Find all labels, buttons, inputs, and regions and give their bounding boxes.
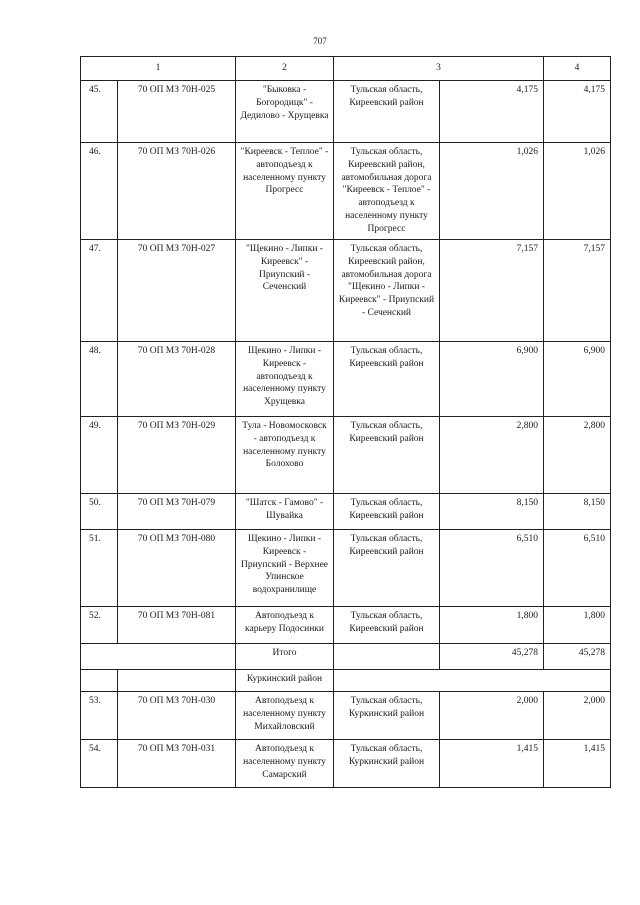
road-total: 2,000	[544, 692, 611, 740]
row-number: 47.	[81, 240, 118, 342]
road-name: Автоподъезд к населенному пункту Михайловский	[236, 692, 334, 740]
road-name: "Киреевск - Теплое" - автоподъезд к населенному пункту Прогресс	[236, 143, 334, 240]
road-name: Автоподъезд к карьеру Подосинки	[236, 607, 334, 644]
road-length: 2,800	[440, 417, 544, 494]
road-total: 8,150	[544, 494, 611, 530]
row-number: 45.	[81, 81, 118, 143]
header-col-4: 4	[544, 57, 611, 81]
road-code: 70 ОП МЗ 70Н-029	[118, 417, 236, 494]
road-name: Автоподъезд к населенному пункту Самарский	[236, 740, 334, 788]
table-row	[81, 143, 611, 240]
road-length: 7,157	[440, 240, 544, 342]
table-row	[81, 240, 611, 342]
road-location: Тульская область, Куркинский район	[334, 692, 440, 740]
row-number: 48.	[81, 342, 118, 417]
road-name: "Шатск - Гамово" - Шувайка	[236, 494, 334, 530]
road-total: 1,800	[544, 607, 611, 644]
row-number: 49.	[81, 417, 118, 494]
row-number: 52.	[81, 607, 118, 644]
road-code: 70 ОП МЗ 70Н-027	[118, 240, 236, 342]
district-name: Куркинский район	[236, 670, 334, 692]
road-code: 70 ОП МЗ 70Н-025	[118, 81, 236, 143]
road-location: Тульская область, Киреевский район	[334, 342, 440, 417]
table-row	[81, 494, 611, 530]
road-name: "Быковка - Богородицк" - Дедилово - Хрущевка	[236, 81, 334, 143]
road-total: 6,510	[544, 530, 611, 607]
header-col-1: 1	[81, 57, 236, 81]
row-number: 53.	[81, 692, 118, 740]
header-col-3: 3	[334, 57, 544, 81]
row-number: 50.	[81, 494, 118, 530]
road-code: 70 ОП МЗ 70Н-031	[118, 740, 236, 788]
road-code: 70 ОП МЗ 70Н-026	[118, 143, 236, 240]
row-number: 54.	[81, 740, 118, 788]
road-location: Тульская область, Киреевский район	[334, 81, 440, 143]
header-row	[81, 57, 611, 81]
road-code: 70 ОП МЗ 70Н-028	[118, 342, 236, 417]
road-location: Тульская область, Киреевский район	[334, 417, 440, 494]
road-location: Тульская область, Куркинский район	[334, 740, 440, 788]
table-row	[81, 692, 611, 740]
road-length: 1,026	[440, 143, 544, 240]
subtotal-row	[81, 644, 611, 670]
page-number: 707	[313, 36, 327, 46]
roads-table	[80, 56, 611, 788]
table-row	[81, 607, 611, 644]
row-number: 46.	[81, 143, 118, 240]
road-code: 70 ОП МЗ 70Н-030	[118, 692, 236, 740]
road-name: Щекино - Липки - Киреевск - Приупский - Верхнее Упинское водохранилище	[236, 530, 334, 607]
road-total: 4,175	[544, 81, 611, 143]
road-location: Тульская область, Киреевский район	[334, 530, 440, 607]
road-location: Тульская область, Киреевский район	[334, 494, 440, 530]
table-row	[81, 417, 611, 494]
road-code: 70 ОП МЗ 70Н-080	[118, 530, 236, 607]
road-code: 70 ОП МЗ 70Н-079	[118, 494, 236, 530]
district-row	[81, 670, 611, 692]
subtotal-total: 45,278	[544, 644, 611, 670]
road-total: 6,900	[544, 342, 611, 417]
road-location: Тульская область, Киреевский район	[334, 607, 440, 644]
road-length: 1,800	[440, 607, 544, 644]
road-location: Тульская область, Киреевский район, автомобильная дорога "Киреевск - Теплое" - автоподъезд к населенному пункту Прогресс	[334, 143, 440, 240]
row-number: 51.	[81, 530, 118, 607]
road-length: 6,510	[440, 530, 544, 607]
road-length: 1,415	[440, 740, 544, 788]
road-total: 1,026	[544, 143, 611, 240]
table-row	[81, 81, 611, 143]
road-length: 2,000	[440, 692, 544, 740]
road-total: 2,800	[544, 417, 611, 494]
road-name: Тула - Новомосковск - автоподъезд к населенному пункту Болохово	[236, 417, 334, 494]
road-length: 8,150	[440, 494, 544, 530]
road-total: 7,157	[544, 240, 611, 342]
subtotal-label: Итого	[236, 644, 334, 670]
road-code: 70 ОП МЗ 70Н-081	[118, 607, 236, 644]
subtotal-length: 45,278	[440, 644, 544, 670]
road-name: Щекино - Липки - Киреевск - автоподъезд к населенному пункту Хрущевка	[236, 342, 334, 417]
table-row	[81, 530, 611, 607]
header-col-2: 2	[236, 57, 334, 81]
road-length: 4,175	[440, 81, 544, 143]
road-name: "Щекино - Липки - Киреевск" - Приупский - Сеченский	[236, 240, 334, 342]
table-row	[81, 342, 611, 417]
table-row	[81, 740, 611, 788]
road-location: Тульская область, Киреевский район, автомобильная дорога "Щекино - Липки - Киреевск" - Приупский - Сеченский	[334, 240, 440, 342]
road-length: 6,900	[440, 342, 544, 417]
road-total: 1,415	[544, 740, 611, 788]
